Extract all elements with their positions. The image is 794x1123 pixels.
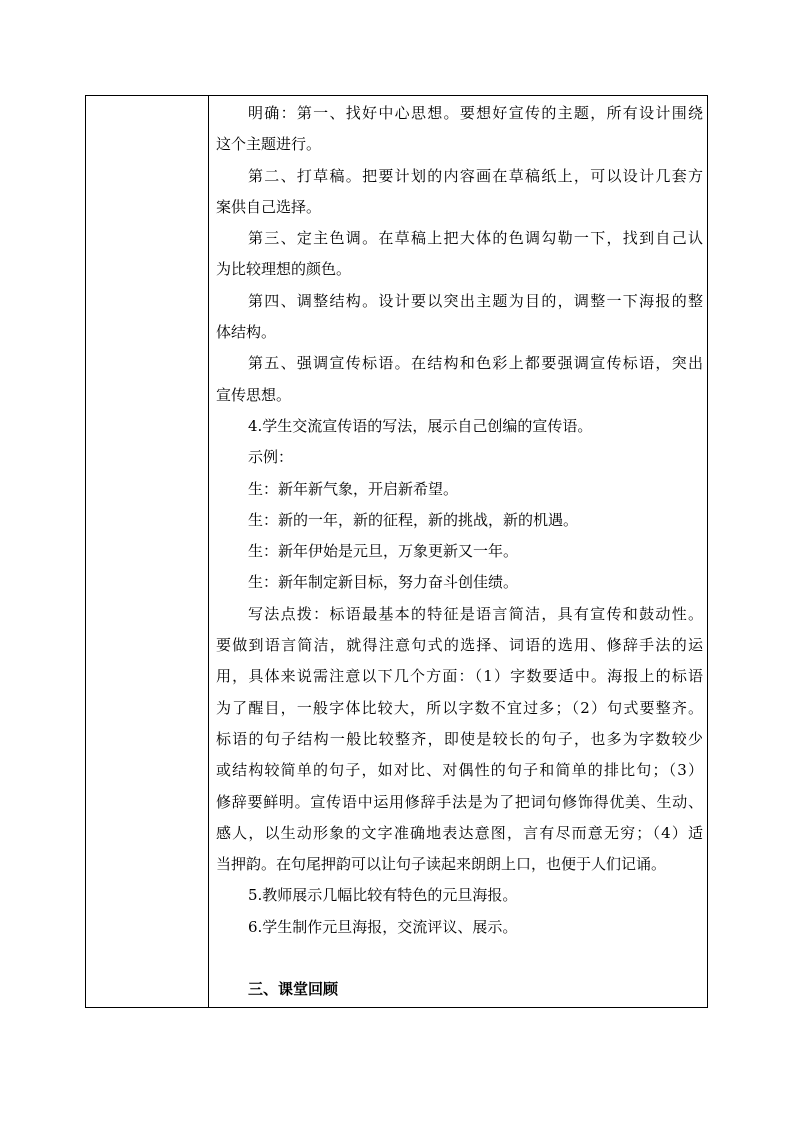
text-line: 修辞要鲜明。宣传语中运用修辞手法是为了把词句修饰得优美、生动、 [216, 792, 703, 811]
text-line: 写法点拨：标语最基本的特征是语言简洁，具有宣传和鼓动性。 [248, 604, 703, 623]
content-cell [216, 98, 703, 1006]
text-line: 4.学生交流宣传语的写法，展示自己创编的宣传语。 [248, 416, 593, 435]
text-line: 第五、强调宣传标语。在结构和色彩上都要强调宣传标语，突出 [248, 354, 703, 373]
text-line: 生：新年新气象，开启新希望。 [248, 479, 459, 498]
text-line: 生：新年伊始是元旦，万象更新又一年。 [248, 542, 519, 561]
text-line: 或结构较简单的句子，如对比、对偶性的句子和简单的排比句；（3） [216, 761, 703, 780]
text-line: 为比较理想的颜色。 [216, 260, 352, 279]
lesson-table [85, 95, 708, 1008]
text-line: 用，具体来说需注意以下几个方面：（1）字数要适中。海报上的标语 [216, 667, 703, 686]
text-line: 宣传思想。 [216, 385, 292, 404]
text-line: 体结构。 [216, 323, 277, 342]
text-line: 要做到语言简洁，就得注意句式的选择、词语的选用、修辞手法的运 [216, 636, 703, 655]
text-line: 第三、定主色调。在草稿上把大体的色调勾勒一下，找到自己认 [248, 229, 703, 248]
text-line: 示例： [248, 448, 294, 467]
text-line: 标语的句子结构一般比较整齐，即使是较长的句子，也多为字数较少 [216, 729, 703, 748]
text-line: 5.教师展示几幅比较有特色的元旦海报。 [248, 886, 518, 905]
section-heading: 三、课堂回顾 [248, 980, 339, 999]
text-line: 明确：第一、找好中心思想。要想好宣传的主题，所有设计围绕 [248, 104, 703, 122]
text-line: 这个主题进行。 [216, 135, 322, 154]
text-line: 当押韵。在句尾押韵可以让句子读起来朗朗上口，也便于人们记诵。 [216, 855, 667, 874]
blank-line [216, 943, 703, 974]
text-line: 第四、调整结构。设计要以突出主题为目的，调整一下海报的整 [248, 291, 703, 310]
text-line: 第二、打草稿。把要计划的内容画在草稿纸上，可以设计几套方 [248, 166, 703, 185]
text-line: 生：新年制定新目标，努力奋斗创佳绩。 [248, 573, 519, 592]
text-line: 感人，以生动形象的文字准确地表达意图，言有尽而意无穷；（4）适 [216, 823, 703, 842]
text-line: 为了醒目，一般字体比较大，所以字数不宜过多；（2）句式要整齐。 [216, 698, 703, 717]
left-column-cell [86, 96, 209, 1007]
text-line: 案供自己选择。 [216, 197, 322, 216]
text-line: 6.学生制作元旦海报，交流评议、展示。 [248, 917, 518, 936]
text-line: 生：新的一年，新的征程，新的挑战，新的机遇。 [248, 510, 579, 529]
